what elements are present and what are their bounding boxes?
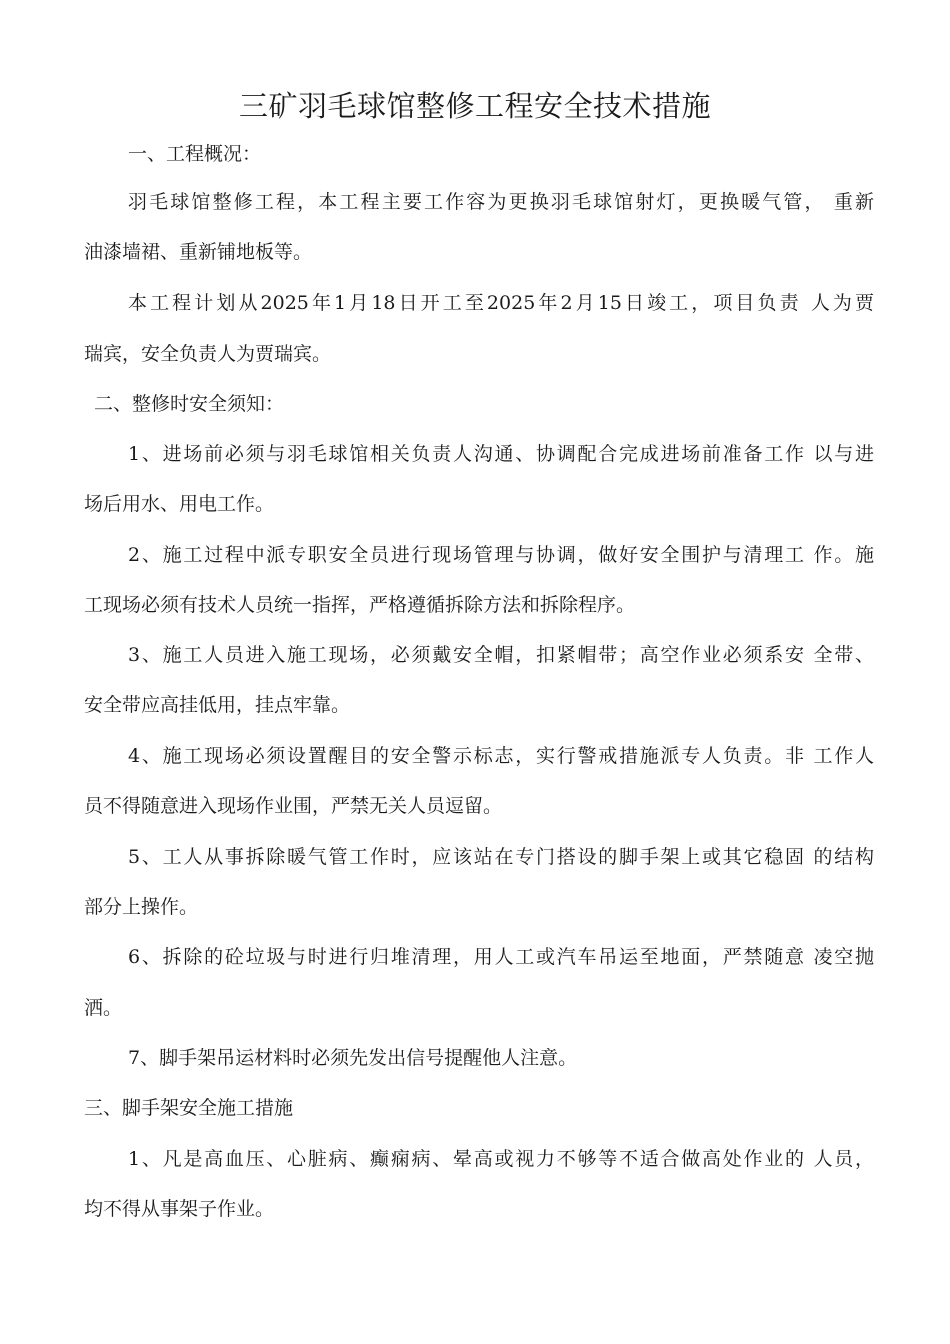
page-title: 三矿羽毛球馆整修工程安全技术措施 [238,89,711,123]
paragraph-line: 4、施工现场必须设置醒目的安全警示标志，实行警戒措施派专人负责。非 工作人 [128,745,874,767]
paragraph-line: 1、凡是高血压、心脏病、癫痫病、晕高或视力不够等不适合做高处作业的 人员， [128,1148,874,1170]
paragraph-line: 5、工人从事拆除暖气管工作时，应该站在专门搭设的脚手架上或其它稳固 的结构 [128,846,874,868]
paragraph-line: 均不得从事架子作业。 [84,1198,275,1220]
paragraph-line: 场后用水、用电工作。 [84,493,275,515]
section-heading-scaffold: 三、脚手架安全施工措施 [84,1097,294,1119]
paragraph-line: 羽毛球馆整修工程，本工程主要工作容为更换羽毛球馆射灯，更换暖气管， 重新 [128,191,874,213]
section-heading-overview: 一、工程概况： [128,143,262,165]
paragraph-line: 洒。 [84,997,123,1019]
paragraph-line: 员不得随意进入现场作业围，严禁无关人员逗留。 [84,795,503,817]
paragraph-line: 油漆墙裙、重新铺地板等。 [84,241,313,263]
paragraph-line: 本工程计划从2025年1月18日开工至2025年2月15日竣工，项目负责 人为贾 [128,292,874,314]
paragraph-line: 7、脚手架吊运材料时必须先发出信号提醒他人注意。 [128,1047,578,1069]
paragraph-line: 瑞宾，安全负责人为贾瑞宾。 [84,343,332,365]
paragraph-line: 2、施工过程中派专职安全员进行现场管理与协调，做好安全围护与清理工 作。施 [128,544,874,566]
paragraph-line: 安全带应高挂低用，挂点牢靠。 [84,694,351,716]
paragraph-line: 6、拆除的砼垃圾与时进行归堆清理，用人工或汽车吊运至地面，严禁随意 凌空抛 [128,946,874,968]
paragraph-line: 3、施工人员进入施工现场，必须戴安全帽，扣紧帽带；高空作业必须系安 全带、 [128,644,874,666]
section-heading-safety-notice: 二、整修时安全须知： [94,393,285,415]
paragraph-line: 部分上操作。 [84,896,199,918]
paragraph-line: 工现场必须有技术人员统一指挥，严格遵循拆除方法和拆除程序。 [84,594,636,616]
paragraph-line: 1、进场前必须与羽毛球馆相关负责人沟通、协调配合完成进场前准备工作 以与进 [128,443,874,465]
